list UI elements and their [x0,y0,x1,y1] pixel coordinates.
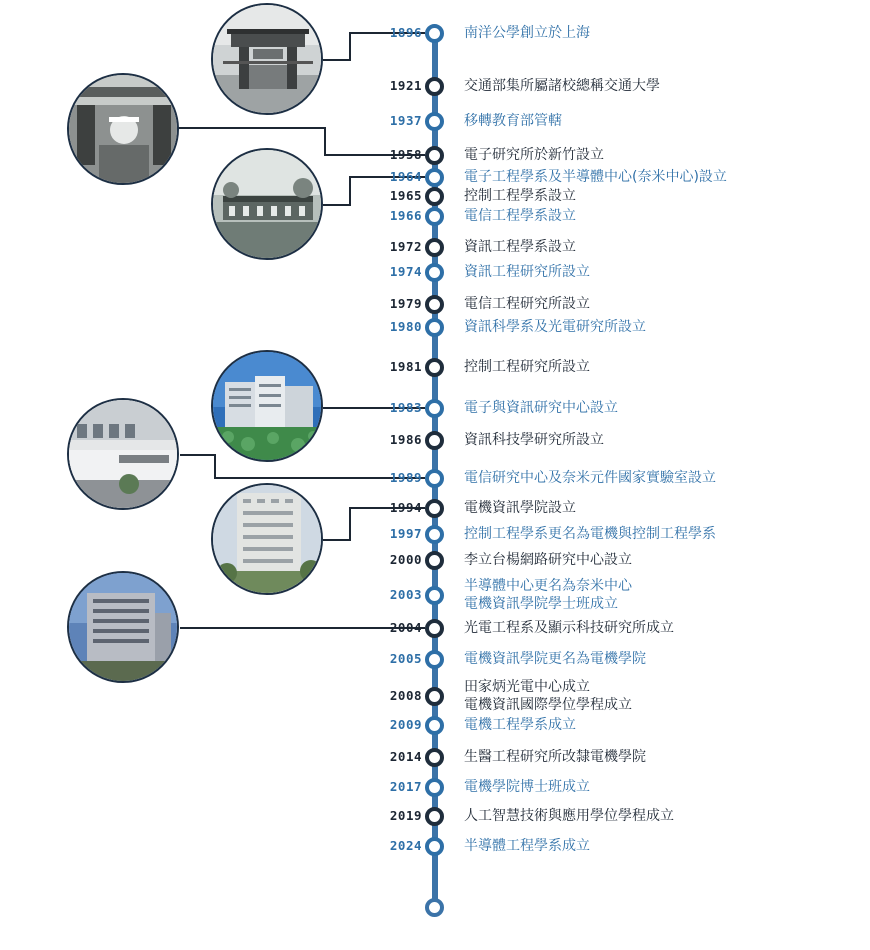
event-2003-2: 電機資訊學院學士班成立 [464,596,618,612]
year-2019: 2019 [389,808,422,823]
timeline-dot-1983 [425,399,444,418]
timeline-dot-1980 [425,318,444,337]
event-2009: 電機工程學系成立 [464,717,576,733]
photo-hall-interior [67,73,179,185]
timeline-dot-1964 [425,168,444,187]
year-1937: 1937 [389,113,422,128]
event-1997: 控制工程學系更名為電機與控制工程學系 [464,526,716,542]
year-1986: 1986 [389,432,422,447]
timeline-dot-2003 [425,586,444,605]
timeline-dot-2000 [425,551,444,570]
year-2009: 2009 [389,717,422,732]
year-1972: 1972 [389,239,422,254]
year-1965: 1965 [389,188,422,203]
event-2024: 半導體工程學系成立 [464,838,590,854]
event-2004: 光電工程系及顯示科技研究所成立 [464,620,674,636]
photo-nanyang-gate [211,3,323,115]
year-1981: 1981 [389,359,422,374]
year-1958: 1958 [389,147,422,162]
year-1966: 1966 [389,208,422,223]
timeline-dot-1981 [425,358,444,377]
event-1972: 資訊工程學系設立 [464,239,576,255]
year-2017: 2017 [389,779,422,794]
year-1989: 1989 [389,470,422,485]
event-1958: 電子研究所於新竹設立 [464,147,604,163]
photo-early-building [211,148,323,260]
timeline-dot-1986 [425,431,444,450]
timeline-dot-2024 [425,837,444,856]
timeline-end-dot [425,898,444,917]
event-1966: 電信工程學系設立 [464,208,576,224]
timeline-dot-1974 [425,263,444,282]
event-1896: 南洋公學創立於上海 [464,25,590,41]
year-2000: 2000 [389,552,422,567]
year-2003: 2003 [389,587,422,602]
timeline-dot-1979 [425,295,444,314]
photo-modern-building [67,571,179,683]
event-2019: 人工智慧技術與應用學位學程成立 [464,808,674,824]
year-1896: 1896 [389,25,422,40]
event-1964: 電子工程學系及半導體中心(奈米中心)設立 [464,169,727,185]
year-1921: 1921 [389,78,422,93]
event-2000: 李立台楊網路研究中心設立 [464,552,632,568]
year-2005: 2005 [389,651,422,666]
year-1980: 1980 [389,319,422,334]
event-1994: 電機資訊學院設立 [464,500,576,516]
timeline-dot-2014 [425,748,444,767]
photo-tall-building [211,483,323,595]
photo-engineering-building [67,398,179,510]
timeline-dot-2019 [425,807,444,826]
event-2005: 電機資訊學院更名為電機學院 [464,651,646,667]
timeline-dot-1965 [425,187,444,206]
event-1981: 控制工程研究所設立 [464,359,590,375]
event-1937: 移轉教育部管轄 [464,113,562,129]
event-2014: 生醫工程研究所改隸電機學院 [464,749,646,765]
event-1989: 電信研究中心及奈米元件國家實驗室設立 [464,470,716,486]
year-2024: 2024 [389,838,422,853]
year-2004: 2004 [389,620,422,635]
event-1980: 資訊科學系及光電研究所設立 [464,319,646,335]
event-2008-2: 電機資訊國際學位學程成立 [464,697,632,713]
timeline-dot-2008 [425,687,444,706]
timeline-dot-1989 [425,469,444,488]
year-1979: 1979 [389,296,422,311]
timeline-dot-1994 [425,499,444,518]
event-1979: 電信工程研究所設立 [464,296,590,312]
timeline-dot-2009 [425,716,444,735]
year-1983: 1983 [389,400,422,415]
event-1974: 資訊工程研究所設立 [464,264,590,280]
timeline-dot-2004 [425,619,444,638]
timeline-dot-1972 [425,238,444,257]
event-1921: 交通部集所屬諸校總稱交通大學 [464,78,660,94]
event-2008-1: 田家炳光電中心成立 [464,679,590,695]
event-1965: 控制工程學系設立 [464,188,576,204]
year-1964: 1964 [389,169,422,184]
year-1997: 1997 [389,526,422,541]
timeline-dot-1921 [425,77,444,96]
timeline-dot-2017 [425,778,444,797]
year-2014: 2014 [389,749,422,764]
photo-research-center [211,350,323,462]
event-1986: 資訊科技學研究所設立 [464,432,604,448]
timeline-dot-2005 [425,650,444,669]
timeline-dot-1937 [425,112,444,131]
year-1994: 1994 [389,500,422,515]
event-1983: 電子與資訊研究中心設立 [464,400,618,416]
event-2003-1: 半導體中心更名為奈米中心 [464,578,632,594]
year-2008: 2008 [389,688,422,703]
timeline-dot-1997 [425,525,444,544]
year-1974: 1974 [389,264,422,279]
event-2017: 電機學院博士班成立 [464,779,590,795]
timeline-dot-1958 [425,146,444,165]
timeline-dot-1966 [425,207,444,226]
timeline-dot-1896 [425,24,444,43]
